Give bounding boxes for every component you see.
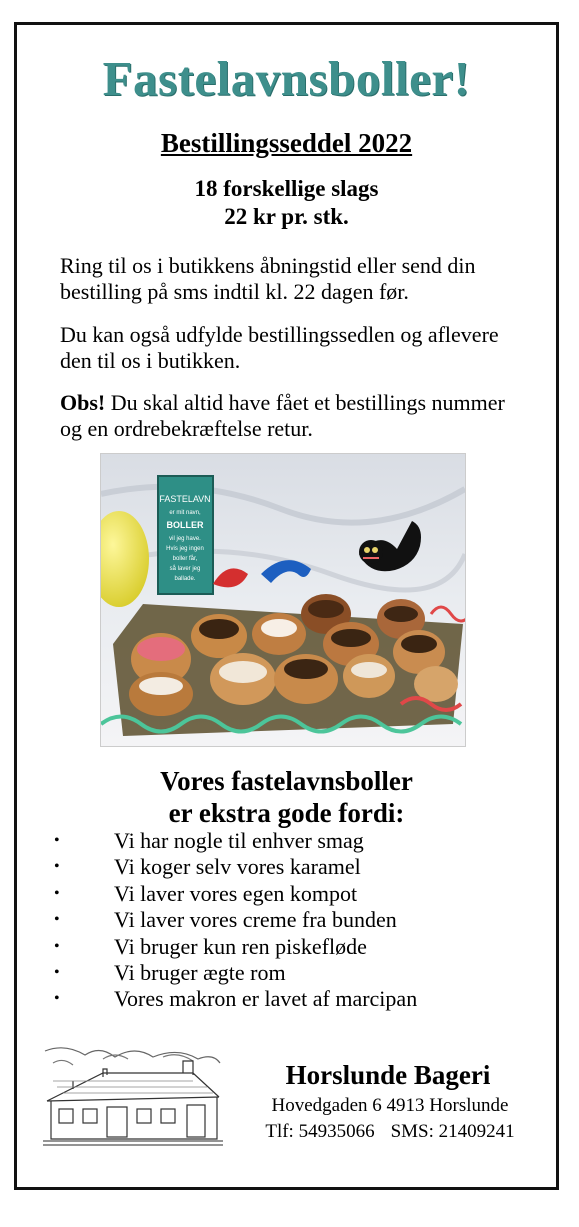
list-item-text: Vi har nogle til enhver smag: [114, 828, 364, 853]
bakery-address: Hovedgaden 6 4913 Horslunde: [271, 1095, 509, 1116]
list-item-text: Vi laver vores creme fra bunden: [114, 907, 397, 933]
notice-text: Du skal altid have fået et bestillings nummer og en ordrebekræftelse retur.: [60, 390, 505, 441]
order-form-heading: Bestillingsseddel 2022: [160, 128, 413, 158]
flyer-frame: [14, 22, 559, 1190]
list-item: [52, 986, 417, 1012]
list-item: [52, 934, 417, 960]
flyer-title: Fastelavnsboller!: [102, 51, 471, 106]
bullet-icon: •: [54, 858, 60, 876]
bullet-icon: •: [54, 963, 60, 981]
sign-line: BOLLER: [166, 520, 204, 530]
sms-number: SMS: 21409241: [390, 1121, 515, 1142]
bullet-icon: •: [54, 832, 60, 849]
order-instructions: Ring til os i butikkens åbningstid eller send din bestilling på sms indtil kl. 22 dagen før.: [60, 253, 476, 304]
offer-summary: [17, 175, 556, 231]
buns-photo: [100, 453, 466, 747]
notice-paragraph: [60, 390, 530, 442]
notice-label: Obs!: [60, 390, 106, 415]
list-item-text: Vores makron er lavet af marcipan: [114, 986, 418, 1012]
benefits-heading-line: Vores fastelavnsboller: [160, 766, 413, 796]
list-item-text: Vi bruger kun ren piskefløde: [114, 933, 367, 959]
sign-line: Hvis jeg ingen: [166, 546, 204, 552]
in-store-instructions: Du kan også udfylde bestillingssedlen og aflevere den til os i butikken.: [60, 322, 499, 373]
list-item: [52, 907, 417, 933]
bullet-icon: •: [54, 911, 60, 929]
benefits-heading: [17, 765, 556, 829]
bakery-contact: [231, 1121, 549, 1143]
list-item: [52, 881, 417, 907]
bakery-building-sketch-icon: [43, 1041, 223, 1147]
sign-line: boller får,: [172, 556, 198, 562]
price-per-piece: 22 kr pr. stk.: [224, 204, 349, 229]
bakery-name: Horslunde Bageri: [285, 1060, 491, 1090]
sign-line: så laver jeg: [169, 566, 201, 572]
bullet-icon: •: [54, 990, 60, 1008]
benefits-heading-line: er ekstra gode fordi:: [168, 798, 405, 828]
bullet-icon: •: [54, 884, 60, 902]
sign-line: vil jeg have.: [169, 536, 201, 542]
sign-line: er mit navn,: [169, 510, 201, 516]
list-item-text: Vi koger selv vores karamel: [114, 854, 361, 880]
sign-line: FASTELAVN: [159, 494, 211, 504]
list-item-text: Vi bruger ægte rom: [114, 959, 286, 985]
list-item: [52, 854, 417, 880]
sign-line: ballade.: [174, 576, 196, 582]
list-item: [52, 828, 417, 854]
bullet-icon: •: [54, 937, 60, 955]
list-item: [52, 960, 417, 986]
varieties-count: 18 forskellige slags: [194, 176, 379, 201]
phone-number: Tlf: 54935066: [265, 1121, 375, 1142]
list-item-text: Vi laver vores egen kompot: [114, 880, 358, 906]
benefits-list: [52, 828, 417, 1013]
